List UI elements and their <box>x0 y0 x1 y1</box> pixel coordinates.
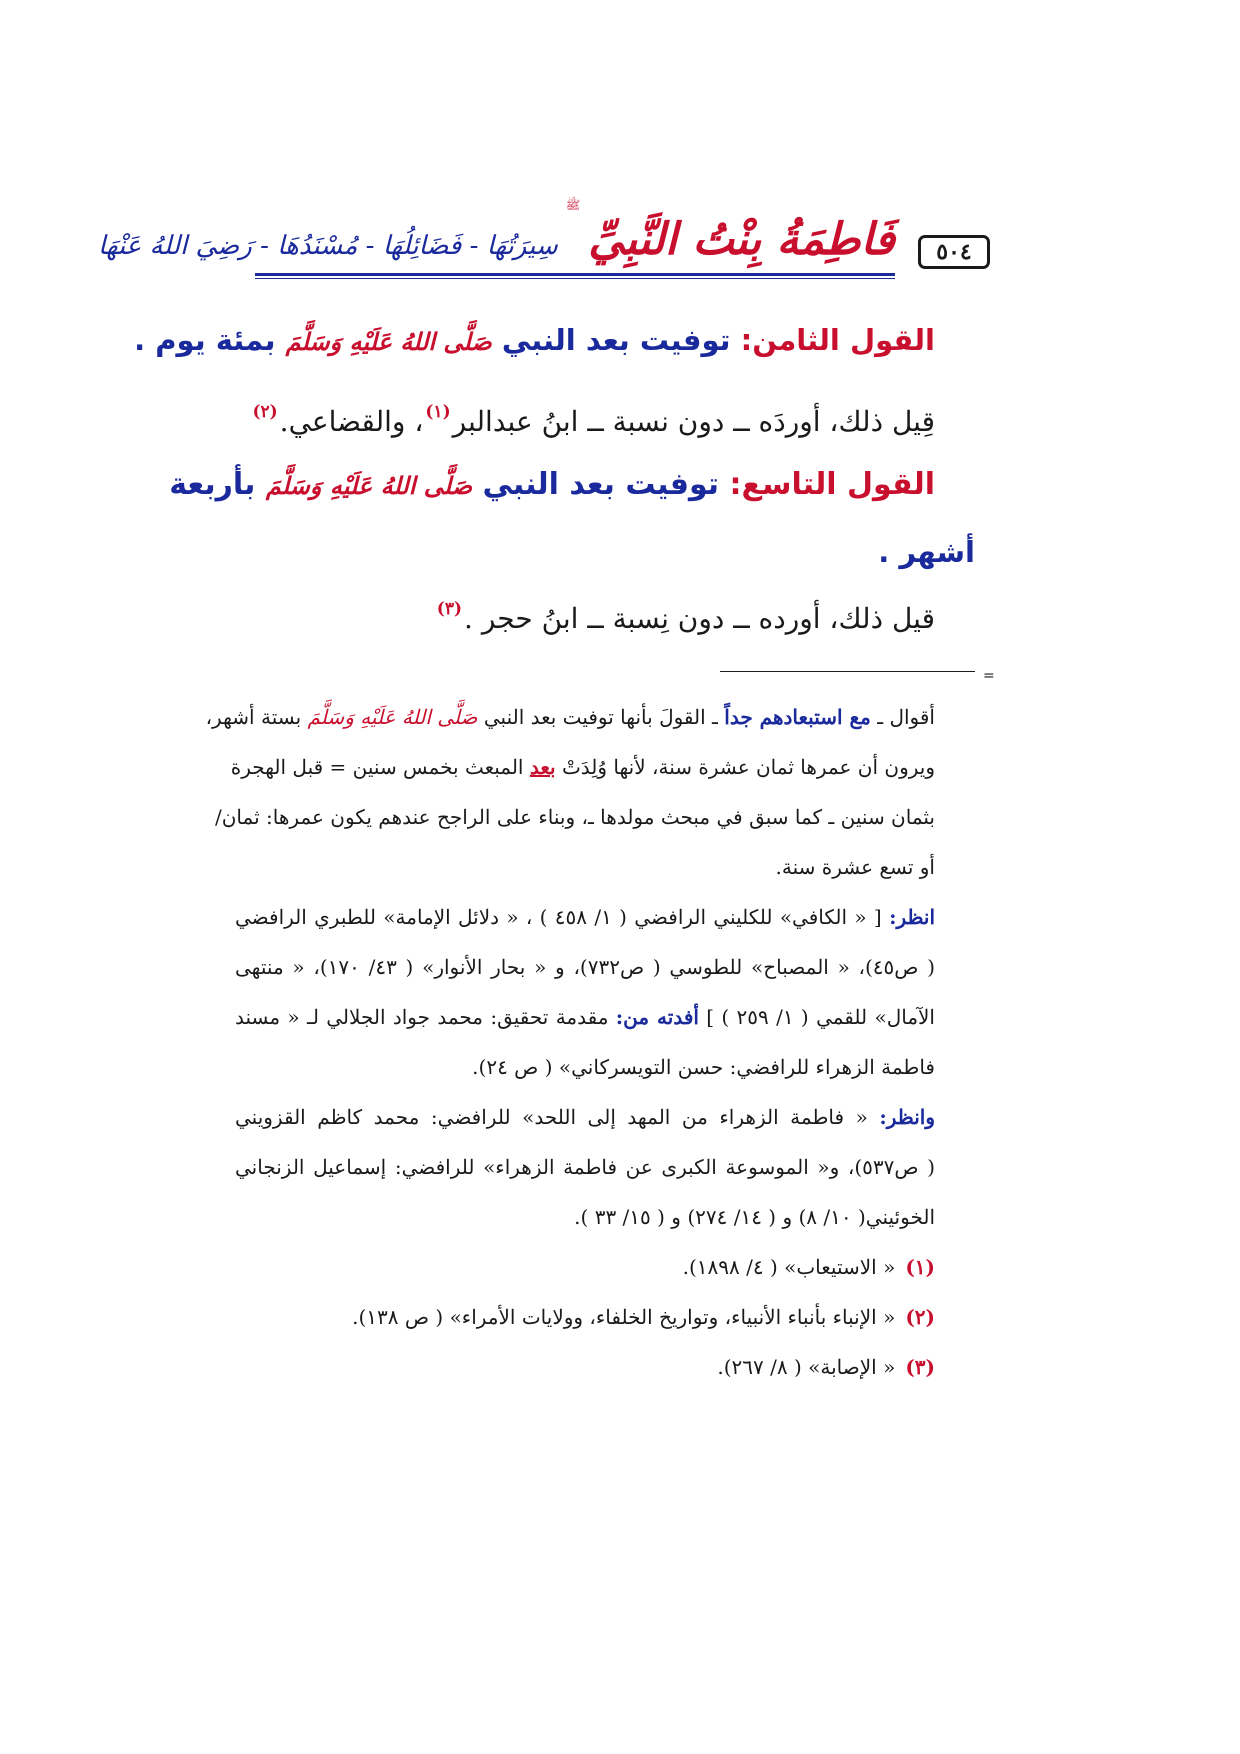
book-title-main: فَاطِمَةُ بِنْتُ النَّبِيِّ <box>588 214 895 265</box>
see-also-line <box>235 1107 935 1127</box>
source-text: ، والقضاعي. <box>279 405 424 438</box>
footnote-text: « الإصابة» ( ٨/ ٢٦٧). <box>717 1355 896 1379</box>
footnote-3 <box>717 1357 935 1377</box>
heading-ninth-continued: أشهر . <box>878 535 975 569</box>
heading-text: توفيت بعد النبي <box>482 467 720 502</box>
footnote-text: بستة أشهر، <box>205 705 302 729</box>
source-label: أفدته من: <box>615 1005 699 1029</box>
pbuh-honorific: صَلَّى اللهُ عَلَيْهِ وَسَلَّمَ <box>285 327 492 356</box>
footnote-number: (١) <box>905 1255 935 1279</box>
footnote-number: (٣) <box>905 1355 935 1379</box>
see-also-line: ( ص٤٥)، « المصباح» للطوسي ( ص٧٣٢)، و « بحار الأنوار» ( ٤٣/ ١٧٠)، « منتهى <box>235 955 935 979</box>
heading-text: توفيت بعد النبي <box>501 323 731 357</box>
footnote-text: المبعث بخمس سنين = قبل الهجرة <box>230 755 524 779</box>
book-title <box>98 192 895 265</box>
footnote-text: ـ القولَ بأنها توفيت بعد النبي <box>483 705 718 729</box>
continuation-mark: = <box>983 668 995 684</box>
footnote-text: « الاستيعاب» ( ٤/ ١٨٩٨). <box>682 1255 896 1279</box>
book-subtitle: سِيرَتُهَا - فَضَائِلُهَا - مُسْنَدُهَا - رَضِيَ اللهُ عَنْهَا <box>98 230 558 261</box>
see-also-line: ( ص٥٣٧)، و« الموسوعة الكبرى عن فاطمة الزهراء» للرافضي: إسماعيل الزنجاني <box>235 1155 935 1179</box>
footnote-text: « الإنباء بأنباء الأنبياء، وتواريخ الخلفاء، وولايات الأمراء» ( ص ١٣٨). <box>352 1305 896 1329</box>
see-also-label: انظر: <box>889 905 936 929</box>
footnote-ref-3: (٣) <box>436 599 463 619</box>
footnote-number: (٢) <box>905 1305 935 1329</box>
footnote-emphasis: بعد <box>529 755 556 779</box>
running-header <box>98 190 990 280</box>
see-also-line <box>235 1007 935 1027</box>
footnote-separator <box>720 671 975 672</box>
footnote-emphasis: مع استبعادهم جداً <box>724 705 871 729</box>
pbuh-honorific: صَلَّى اللهُ عَلَيْهِ وَسَلَّمَ <box>307 705 478 729</box>
heading-text: بأربعة <box>169 467 256 502</box>
footnote-text: « فاطمة الزهراء من المهد إلى اللحد» للرافضي: محمد كاظم القزويني <box>235 1105 868 1129</box>
heading-label: القول الثامن: <box>740 323 935 357</box>
source-line-ninth <box>435 599 935 635</box>
title-pbuh-glyph: ﷺ <box>565 198 581 212</box>
heading-label: القول التاسع: <box>729 467 935 502</box>
footnote-text: الآمال» للقمي ( ١/ ٢٥٩ ) ] <box>706 1005 935 1029</box>
heading-ninth-opinion <box>169 467 935 502</box>
footnote-continuation-line <box>205 705 935 729</box>
footnote-continuation-line: أو تسع عشرة سنة. <box>775 855 935 879</box>
footnote-continuation-line: بثمان سنين ـ كما سبق في مبحث مولدها ـ، وبناء على الراجح عندهم يكون عمرها: ثمان/ <box>215 805 935 829</box>
source-text: قيل ذلك، أورده ــ دون نِسبة ــ ابنُ حجر . <box>464 602 935 635</box>
see-also-line <box>235 907 935 927</box>
source-text: قِيل ذلك، أوردَه ــ دون نسبة ــ ابنُ عبدالبر <box>452 405 935 438</box>
footnote-2 <box>352 1307 935 1327</box>
footnote-ref-1: (١) <box>425 402 451 422</box>
source-line-eighth <box>250 402 935 438</box>
footnote-continuation-line <box>230 755 935 779</box>
footnote-text: ويرون أن عمرها ثمان عشرة سنة، لأنها وُلِدَتْ <box>561 755 935 779</box>
footnote-1 <box>683 1257 935 1277</box>
pbuh-honorific: صَلَّى اللهُ عَلَيْهِ وَسَلَّمَ <box>265 471 473 500</box>
heading-eighth-opinion <box>134 323 935 357</box>
footnote-text: مقدمة تحقيق: محمد جواد الجلالي لـ « مسند <box>235 1005 609 1029</box>
header-double-rule <box>255 273 895 281</box>
page-number-badge: ٥٠٤ <box>918 235 990 269</box>
see-also-line: الخوئيني( ١٠/ ٨) و ( ١٤/ ٢٧٤) و ( ١٥/ ٣٣ ). <box>574 1205 935 1229</box>
footnote-text: [ « الكافي» للكليني الرافضي ( ١/ ٤٥٨ ) ، « دلائل الإمامة» للطبري الرافضي <box>235 905 882 929</box>
heading-text: بمئة يوم . <box>134 323 276 357</box>
see-also-line: فاطمة الزهراء للرافضي: حسن التويسركاني» ( ص ٢٤). <box>472 1055 935 1079</box>
see-also-label: وانظر: <box>879 1105 935 1129</box>
footnote-ref-2: (٢) <box>252 402 278 422</box>
footnote-text: أقوال ـ <box>877 705 935 729</box>
